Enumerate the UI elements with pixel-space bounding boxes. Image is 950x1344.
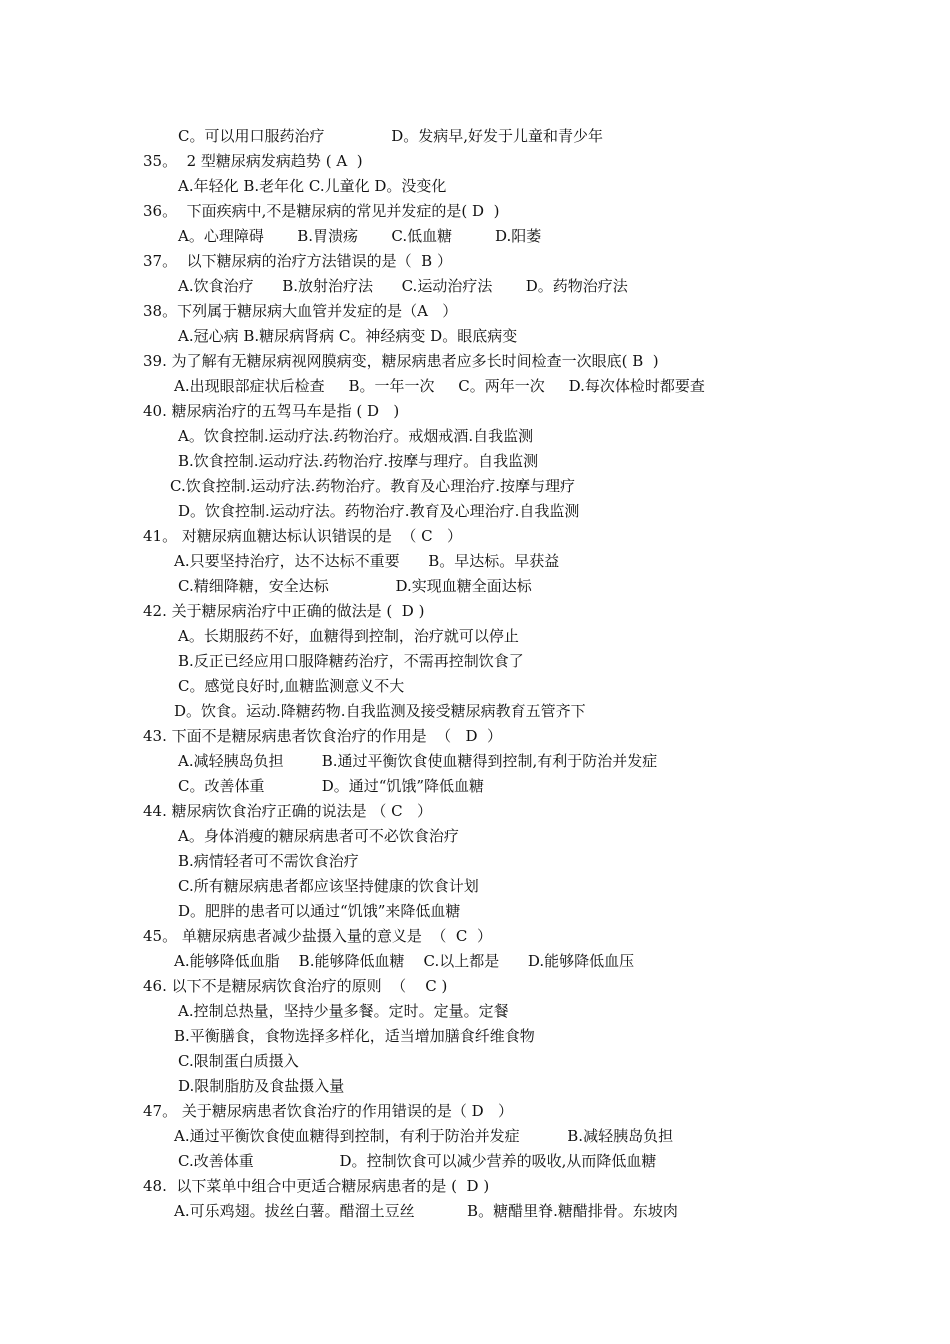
option-line: C。可以用口服药治疗 D。发病早,好发于儿童和青少年 [178,127,604,145]
option-line: C.改善体重 D。控制饮食可以减少营养的吸收,从而降低血糖 [178,1152,657,1170]
option-line: D。饮食。运动.降糖药物.自我监测及接受糖尿病教育五管齐下 [174,702,586,720]
option-line: A.能够降低血脂 B.能够降低血糖 C.以上都是 D.能够降低血压 [174,952,635,970]
option-line: C.精细降糖，安全达标 D.实现血糖全面达标 [178,577,532,595]
option-line: D.限制脂肪及食盐摄入量 [178,1077,345,1095]
option-line: A.通过平衡饮食使血糖得到控制，有利于防治并发症 B.减轻胰岛负担 [174,1127,674,1145]
option-line: C.限制蛋白质摄入 [178,1052,299,1070]
option-line: A.减轻胰岛负担 B.通过平衡饮食使血糖得到控制,有利于防治并发症 [178,752,658,770]
option-line: D。肥胖的患者可以通过“饥饿”来降低血糖 [178,902,461,920]
option-line: C。感觉良好时,血糖监测意义不大 [178,677,405,695]
option-line: B.平衡膳食，食物选择多样化，适当增加膳食纤维食物 [174,1027,535,1045]
option-line: B.饮食控制.运动疗法.药物治疗.按摩与理疗。自我监测 [178,452,539,470]
option-line: A.饮食治疗 B.放射治疗法 C.运动治疗法 D。药物治疗法 [178,277,628,295]
option-line: A.只要坚持治疗，达不达标不重要 B。早达标。早获益 [174,552,560,570]
option-line: A.可乐鸡翅。拔丝白薯。醋溜土豆丝 B。糖醋里脊.糖醋排骨。东坡肉 [174,1202,678,1220]
option-line: A.出现眼部症状后检查 B。一年一次 C。两年一次 D.每次体检时都要查 [174,377,705,395]
option-line: A.控制总热量，坚持少量多餐。定时。定量。定餐 [178,1002,509,1020]
option-line: A。身体消瘦的糖尿病患者可不必饮食治疗 [178,827,459,845]
option-line: C.所有糖尿病患者都应该坚持健康的饮食计划 [178,877,479,895]
question-38: 38。下列属于糖尿病大血管并发症的是（A ） [143,302,458,320]
option-line: A.冠心病 B.糖尿病肾病 C。神经病变 D。眼底病变 [178,327,518,345]
question-37: 37。 以下糖尿病的治疗方法错误的是（ B ） [143,252,452,270]
option-line: C。改善体重 D。通过“饥饿”降低血糖 [178,777,485,795]
option-line: C.饮食控制.运动疗法.药物治疗。教育及心理治疗.按摩与理疗 [170,477,576,495]
question-36: 36。 下面疾病中,不是糖尿病的常见并发症的是( D ) [143,202,500,220]
question-39: 39. 为了解有无糖尿病视网膜病变，糖尿病患者应多长时间检查一次眼底( B ) [143,352,659,370]
question-41: 41。 对糖尿病血糖达标认识错误的是 （ C ） [143,527,462,545]
question-45: 45。 单糖尿病患者减少盐摄入量的意义是 （ C ） [143,927,492,945]
option-line: B.反正已经应用口服降糖药治疗，不需再控制饮食了 [178,652,524,670]
question-40: 40. 糖尿病治疗的五驾马车是指 ( D ) [143,402,400,420]
question-43: 43. 下面不是糖尿病患者饮食治疗的作用是 （ D ） [143,727,503,745]
option-line: A。心理障碍 B.胃溃疡 C.低血糖 D.阳萎 [178,227,542,245]
option-line: A.年轻化 B.老年化 C.儿童化 D。没变化 [178,177,447,195]
question-47: 47。 关于糖尿病患者饮食治疗的作用错误的是（ D ） [143,1102,513,1120]
option-line: A。长期服药不好，血糖得到控制，治疗就可以停止 [178,627,519,645]
option-line: A。饮食控制.运动疗法.药物治疗。戒烟戒酒.自我监测 [178,427,534,445]
question-48: 48. 以下菜单中组合中更适合糖尿病患者的是 ( D ) [143,1177,490,1195]
question-44: 44. 糖尿病饮食治疗正确的说法是 （ C ） [143,802,432,820]
question-35: 35。 2 型糖尿病发病趋势 ( A ) [143,152,363,170]
option-line: B.病情轻者可不需饮食治疗 [178,852,359,870]
question-46: 46. 以下不是糖尿病饮食治疗的原则 （ C ) [143,977,448,995]
option-line: D。饮食控制.运动疗法。药物治疗.教育及心理治疗.自我监测 [178,502,580,520]
question-42: 42. 关于糖尿病治疗中正确的做法是 ( D ) [143,602,425,620]
